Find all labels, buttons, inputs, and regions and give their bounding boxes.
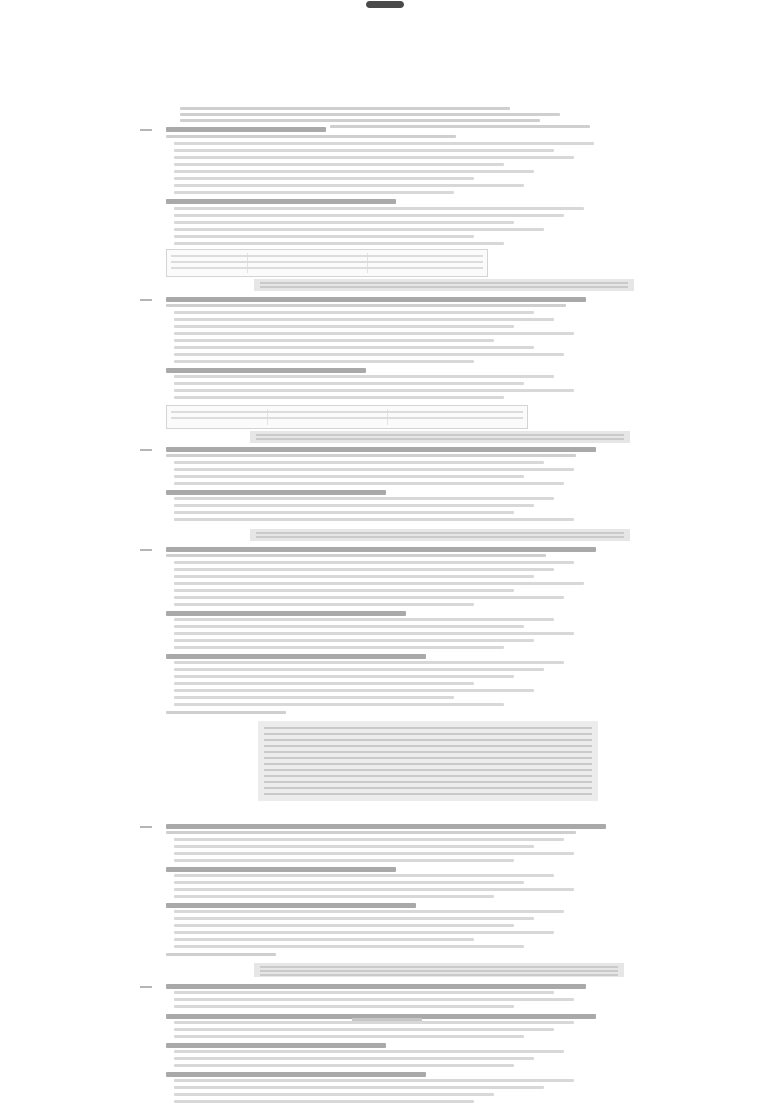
section-5	[130, 822, 636, 982]
section-marker	[140, 549, 152, 551]
section-marker	[140, 826, 152, 828]
page-footer	[352, 1018, 422, 1021]
intro-note	[130, 105, 636, 127]
section-3	[130, 445, 636, 545]
section-marker	[140, 299, 152, 301]
section-4	[130, 545, 636, 815]
section-1	[130, 125, 636, 295]
summary-box	[250, 431, 630, 443]
summary-box	[254, 963, 624, 977]
document-page	[130, 100, 636, 1015]
summary-box	[254, 279, 634, 291]
summary-box	[250, 529, 630, 541]
section-marker	[140, 449, 152, 451]
section-2	[130, 295, 636, 445]
summary-table	[166, 405, 528, 429]
section-marker	[140, 986, 152, 988]
top-logo-mark	[366, 1, 404, 8]
section-marker	[140, 129, 152, 131]
summary-box	[258, 721, 598, 801]
section-7	[130, 1012, 636, 1112]
section-6	[130, 982, 636, 1012]
summary-table	[166, 249, 488, 277]
